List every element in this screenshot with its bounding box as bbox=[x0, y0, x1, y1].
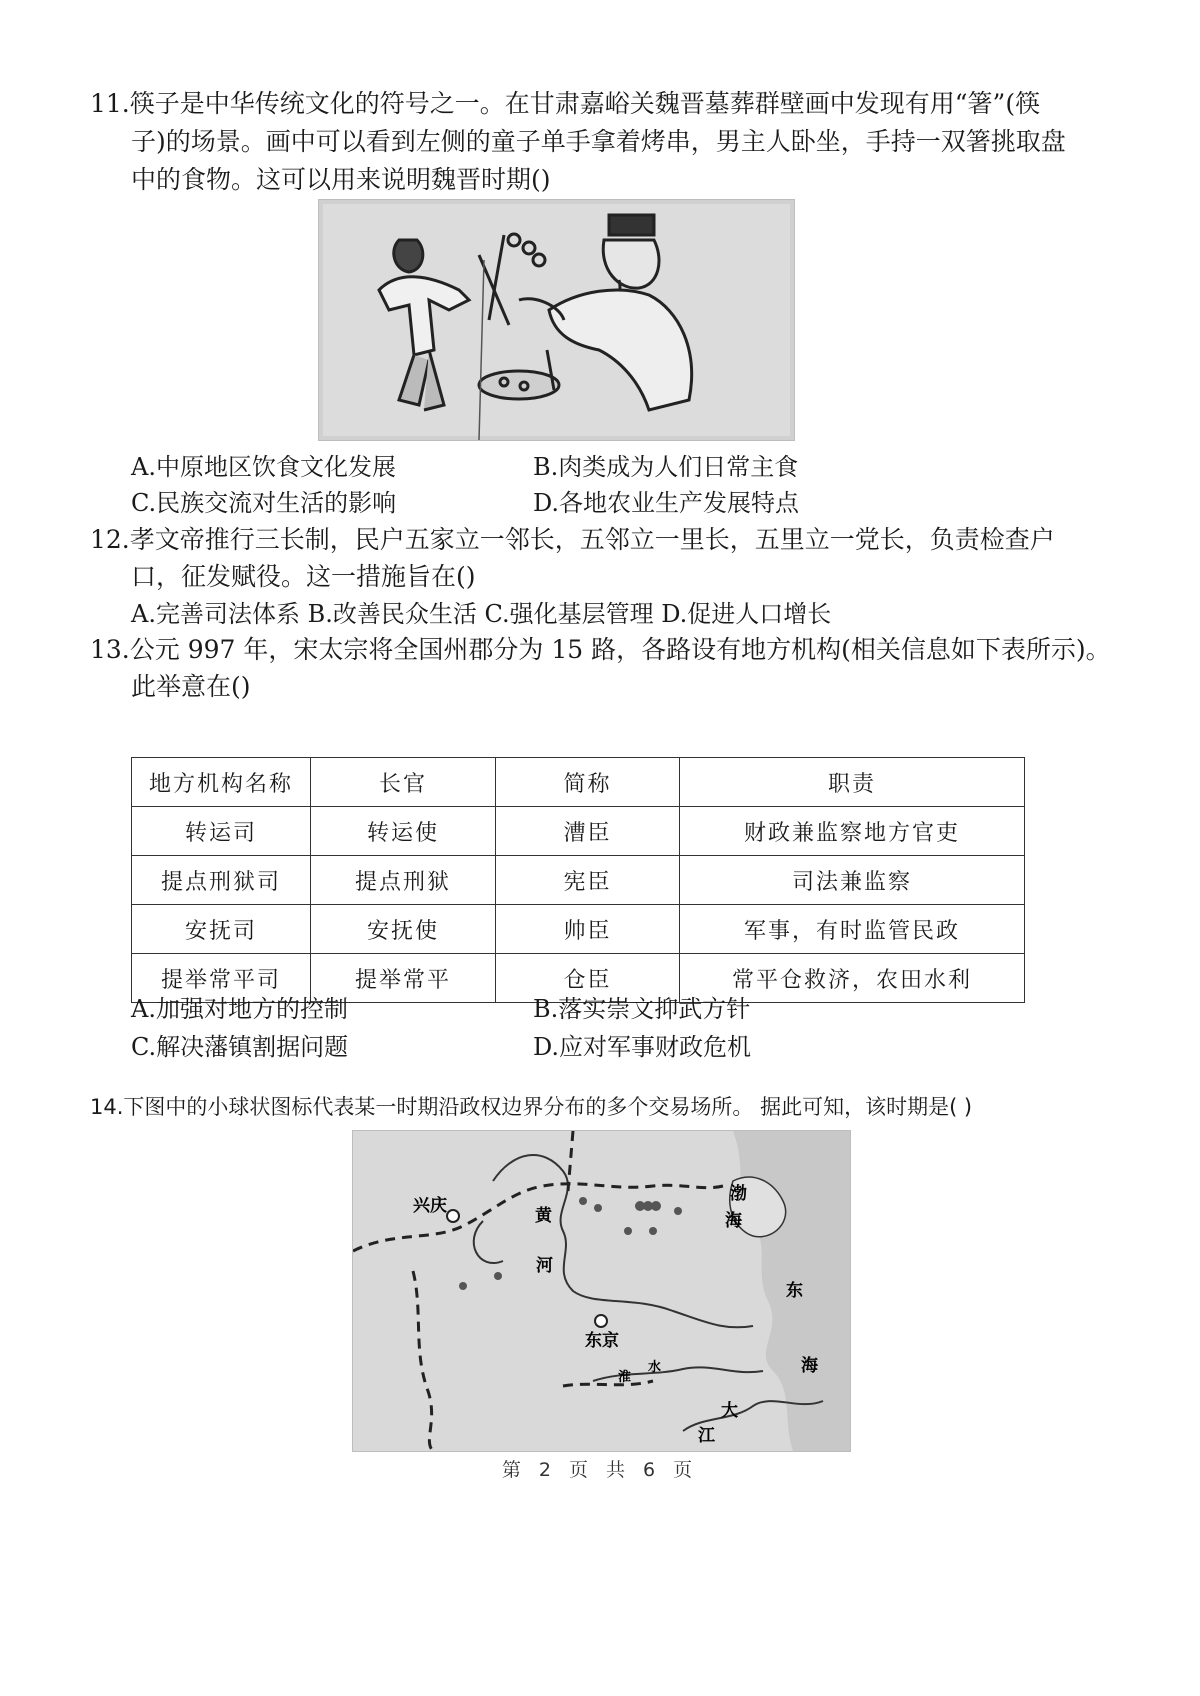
map-label-huai: 淮 bbox=[618, 1370, 632, 1385]
table-header-cell: 职责 bbox=[680, 758, 1025, 807]
map-label-hai1: 海 bbox=[725, 1211, 742, 1231]
table-cell: 安抚司 bbox=[132, 905, 311, 954]
table-cell: 漕臣 bbox=[496, 807, 680, 856]
map-image bbox=[352, 1130, 851, 1452]
q11-option-b[interactable]: B.肉类成为人们日常主食 bbox=[533, 453, 799, 481]
table-header-cell: 地方机构名称 bbox=[132, 758, 311, 807]
mural-image bbox=[318, 199, 795, 441]
q11-option-a[interactable]: A.中原地区饮食文化发展 bbox=[131, 453, 396, 481]
mural-drawing bbox=[319, 200, 794, 440]
map-label-hai2: 海 bbox=[801, 1356, 818, 1376]
q11-option-d[interactable]: D.各地农业生产发展特点 bbox=[533, 489, 800, 517]
map-label-xingqing: 兴庆 bbox=[413, 1196, 447, 1216]
q11-line-2: 子)的场景。画中可以看到左侧的童子单手拿着烤串，男主人卧坐，手持一双箸挑取盘 bbox=[131, 127, 1066, 156]
table-cell: 提举常平 bbox=[311, 954, 496, 1003]
q13-option-c[interactable]: C.解决藩镇割据问题 bbox=[131, 1033, 349, 1061]
map-label-dongjing: 东京 bbox=[585, 1331, 619, 1351]
table-header-cell: 长官 bbox=[311, 758, 496, 807]
table-cell: 军事，有时监管民政 bbox=[680, 905, 1025, 954]
q11-option-c[interactable]: C.民族交流对生活的影响 bbox=[131, 489, 397, 517]
table-row bbox=[132, 905, 1025, 954]
table-cell: 帅臣 bbox=[496, 905, 680, 954]
map-label-shui: 水 bbox=[648, 1360, 662, 1375]
q13-option-b[interactable]: B.落实崇文抑武方针 bbox=[533, 995, 751, 1023]
map-label-da: 大 bbox=[721, 1401, 738, 1421]
table-header-row bbox=[132, 758, 1025, 807]
table-cell: 提举常平司 bbox=[132, 954, 311, 1003]
map-label-huang: 黄 bbox=[535, 1206, 552, 1226]
table-cell: 常平仓救济，农田水利 bbox=[680, 954, 1025, 1003]
map-label-he: 河 bbox=[536, 1256, 553, 1276]
q13-line-2: 此举意在() bbox=[131, 672, 251, 701]
q13-option-d[interactable]: D.应对军事财政危机 bbox=[533, 1033, 752, 1061]
table-cell: 转运使 bbox=[311, 807, 496, 856]
q12-options[interactable]: A.完善司法体系 B.改善民众生活 C.强化基层管理 D.促进人口增长 bbox=[131, 600, 832, 628]
q14-line-1: 14.下图中的小球状图标代表某一时期沿政权边界分布的多个交易场所。 据此可知，该时期是( ) bbox=[90, 1095, 973, 1119]
q13-option-a[interactable]: A.加强对地方的控制 bbox=[131, 995, 348, 1023]
q12-line-1: 12.孝文帝推行三长制，民户五家立一邻长，五邻立一里长，五里立一党长，负责检查户 bbox=[90, 525, 1055, 554]
table-cell: 司法兼监察 bbox=[680, 856, 1025, 905]
table-cell: 转运司 bbox=[132, 807, 311, 856]
table-header-cell: 简称 bbox=[496, 758, 680, 807]
q13-line-1: 13.公元 997 年，宋太宗将全国州郡分为 15 路，各路设有地方机构(相关信息如下表所示)。 bbox=[90, 635, 1111, 664]
table-cell: 财政兼监察地方官吏 bbox=[680, 807, 1025, 856]
table-row bbox=[132, 807, 1025, 856]
map-drawing bbox=[353, 1131, 850, 1451]
map-label-jiang: 江 bbox=[698, 1426, 715, 1446]
map-label-dong: 东 bbox=[786, 1281, 803, 1301]
q11-line-3: 中的食物。这可以用来说明魏晋时期() bbox=[131, 165, 551, 194]
map-label-bo: 渤 bbox=[730, 1184, 747, 1204]
table-cell: 安抚使 bbox=[311, 905, 496, 954]
local-institutions-table bbox=[131, 757, 1025, 1003]
table-cell: 提点刑狱司 bbox=[132, 856, 311, 905]
table-cell: 提点刑狱 bbox=[311, 856, 496, 905]
table-cell: 宪臣 bbox=[496, 856, 680, 905]
q11-line-1: 11.筷子是中华传统文化的符号之一。在甘肃嘉峪关魏晋墓葬群壁画中发现有用“箸”(筷 bbox=[90, 89, 1041, 118]
table-row bbox=[132, 856, 1025, 905]
table-cell: 仓臣 bbox=[496, 954, 680, 1003]
q12-line-2: 口，征发赋役。这一措施旨在() bbox=[131, 562, 476, 591]
page-footer: 第 2 页 共 6 页 bbox=[501, 1459, 699, 1481]
